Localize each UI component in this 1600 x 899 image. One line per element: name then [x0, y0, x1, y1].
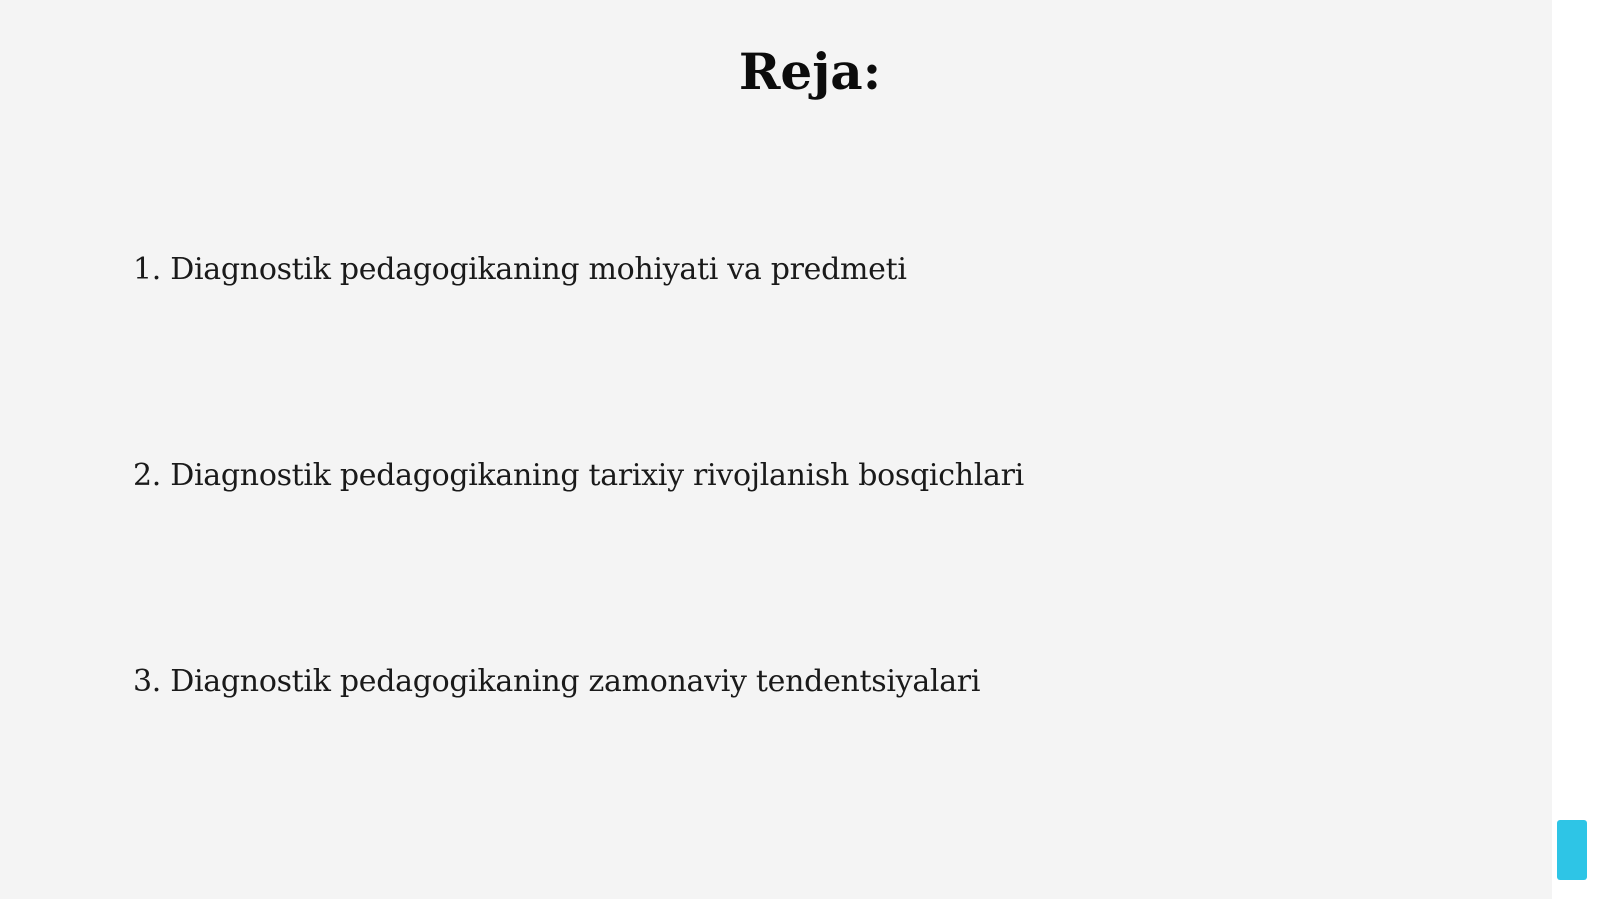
plan-item-2: 2. Diagnostik pedagogikaning tarixiy rivojlanish bosqichlari — [133, 458, 1024, 493]
slide-title: Reja: — [738, 42, 882, 101]
scrollbar-track[interactable] — [1552, 0, 1600, 899]
scrollbar-thumb[interactable] — [1557, 820, 1587, 880]
plan-item-1: 1. Diagnostik pedagogikaning mohiyati va predmeti — [133, 252, 907, 287]
plan-item-3: 3. Diagnostik pedagogikaning zamonaviy tendentsiyalari — [133, 664, 981, 699]
